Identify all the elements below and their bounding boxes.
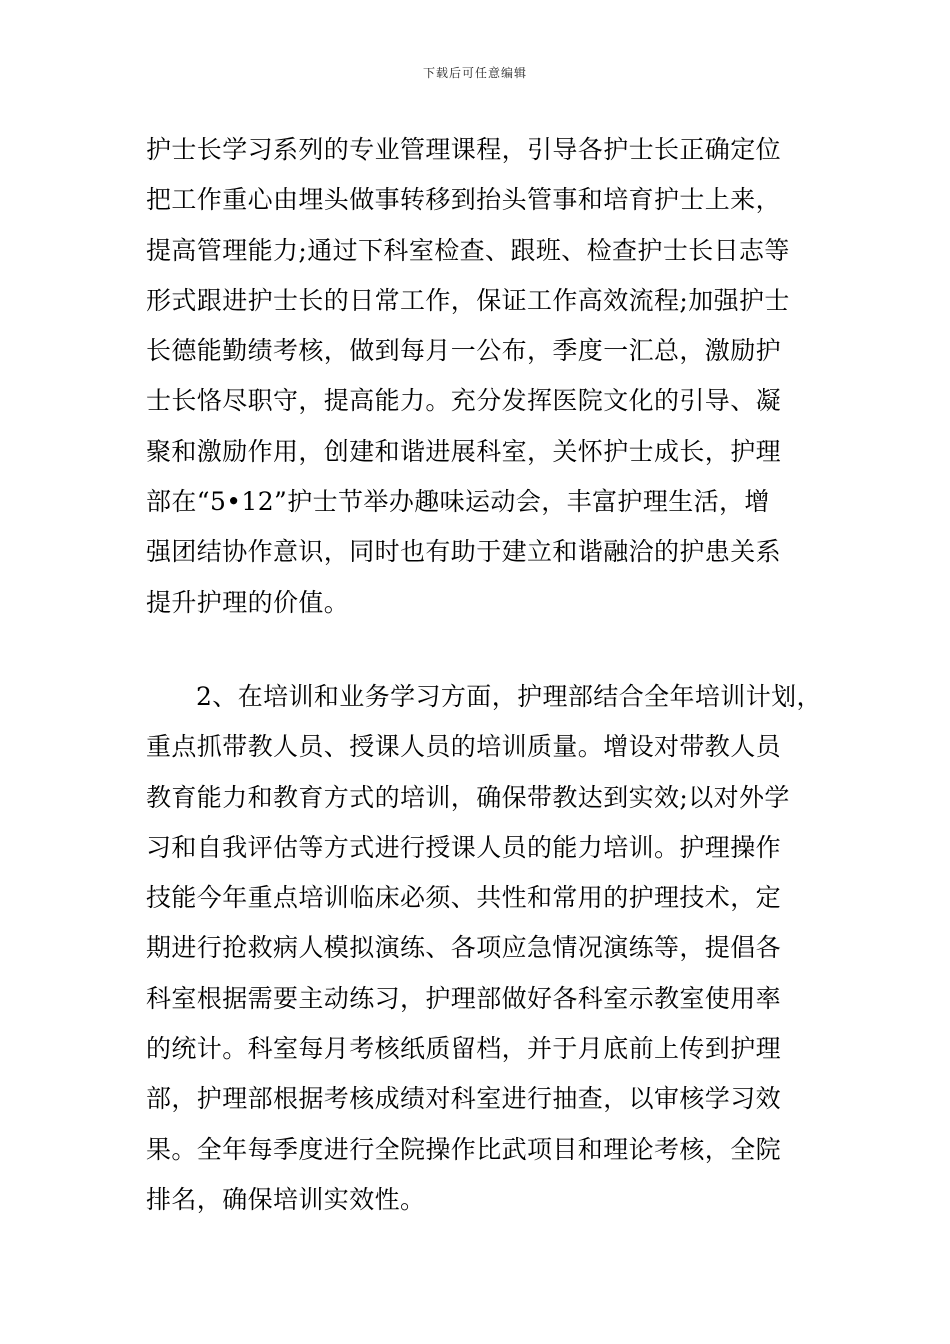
paragraph-line: 护士长学习系列的专业管理课程，引导各护士长正确定位 xyxy=(146,135,782,164)
paragraph-line: 科室根据需要主动练习，护理部做好各科室示教室使用率 xyxy=(146,983,782,1013)
paragraph-line: 聚和激励作用，创建和谐进展科室，关怀护士成长，护理 xyxy=(146,436,782,466)
paragraph-line: 强团结协作意识，同时也有助于建立和谐融洽的护患关系 xyxy=(146,537,782,567)
header-note: 下载后可任意编辑 xyxy=(422,66,527,80)
paragraph-line: 部在“5•12”护士节举办趣味运动会，丰富护理生活，增 xyxy=(146,487,770,517)
paragraph-line: 教育能力和教育方式的培训，确保带教达到实效;以对外学 xyxy=(146,782,790,812)
paragraph-line: 形式跟进护士长的日常工作，保证工作高效流程;加强护士 xyxy=(146,285,790,315)
paragraph-line: 习和自我评估等方式进行授课人员的能力培训。护理操作 xyxy=(146,832,782,862)
paragraph-line: 提升护理的价值。 xyxy=(146,587,350,617)
paragraph-line: 的统计。科室每月考核纸质留档，并于月底前上传到护理 xyxy=(146,1034,782,1064)
paragraph-line: 技能今年重点培训临床必须、共性和常用的护理技术，定 xyxy=(146,883,782,913)
paragraph-line: 排名，确保培训实效性。 xyxy=(146,1184,426,1214)
paragraph-line: 把工作重心由埋头做事转移到抬头管事和培育护士上来， xyxy=(146,185,782,215)
paragraph-line: 重点抓带教人员、授课人员的培训质量。增设对带教人员 xyxy=(146,732,782,762)
paragraph-line: 长德能勤绩考核，做到每月一公布，季度一汇总，激励护 xyxy=(146,336,782,366)
paragraph-line: 果。全年每季度进行全院操作比武项目和理论考核，全院 xyxy=(146,1134,782,1164)
paragraph-line: 部，护理部根据考核成绩对科室进行抽查，以审核学习效 xyxy=(146,1084,782,1114)
paragraph-line: 期进行抢救病人模拟演练、各项应急情况演练等，提倡各 xyxy=(146,933,782,963)
paragraph-line: 提高管理能力;通过下科室检查、跟班、检查护士长日志等 xyxy=(146,235,790,265)
paragraph-line: 士长恪尽职守，提高能力。充分发挥医院文化的引导、凝 xyxy=(146,386,782,416)
paragraph-2 xyxy=(146,672,826,1225)
paragraph-line: 2、在培训和业务学习方面，护理部结合全年培训计划， xyxy=(196,682,822,711)
paragraph-1 xyxy=(146,125,826,628)
